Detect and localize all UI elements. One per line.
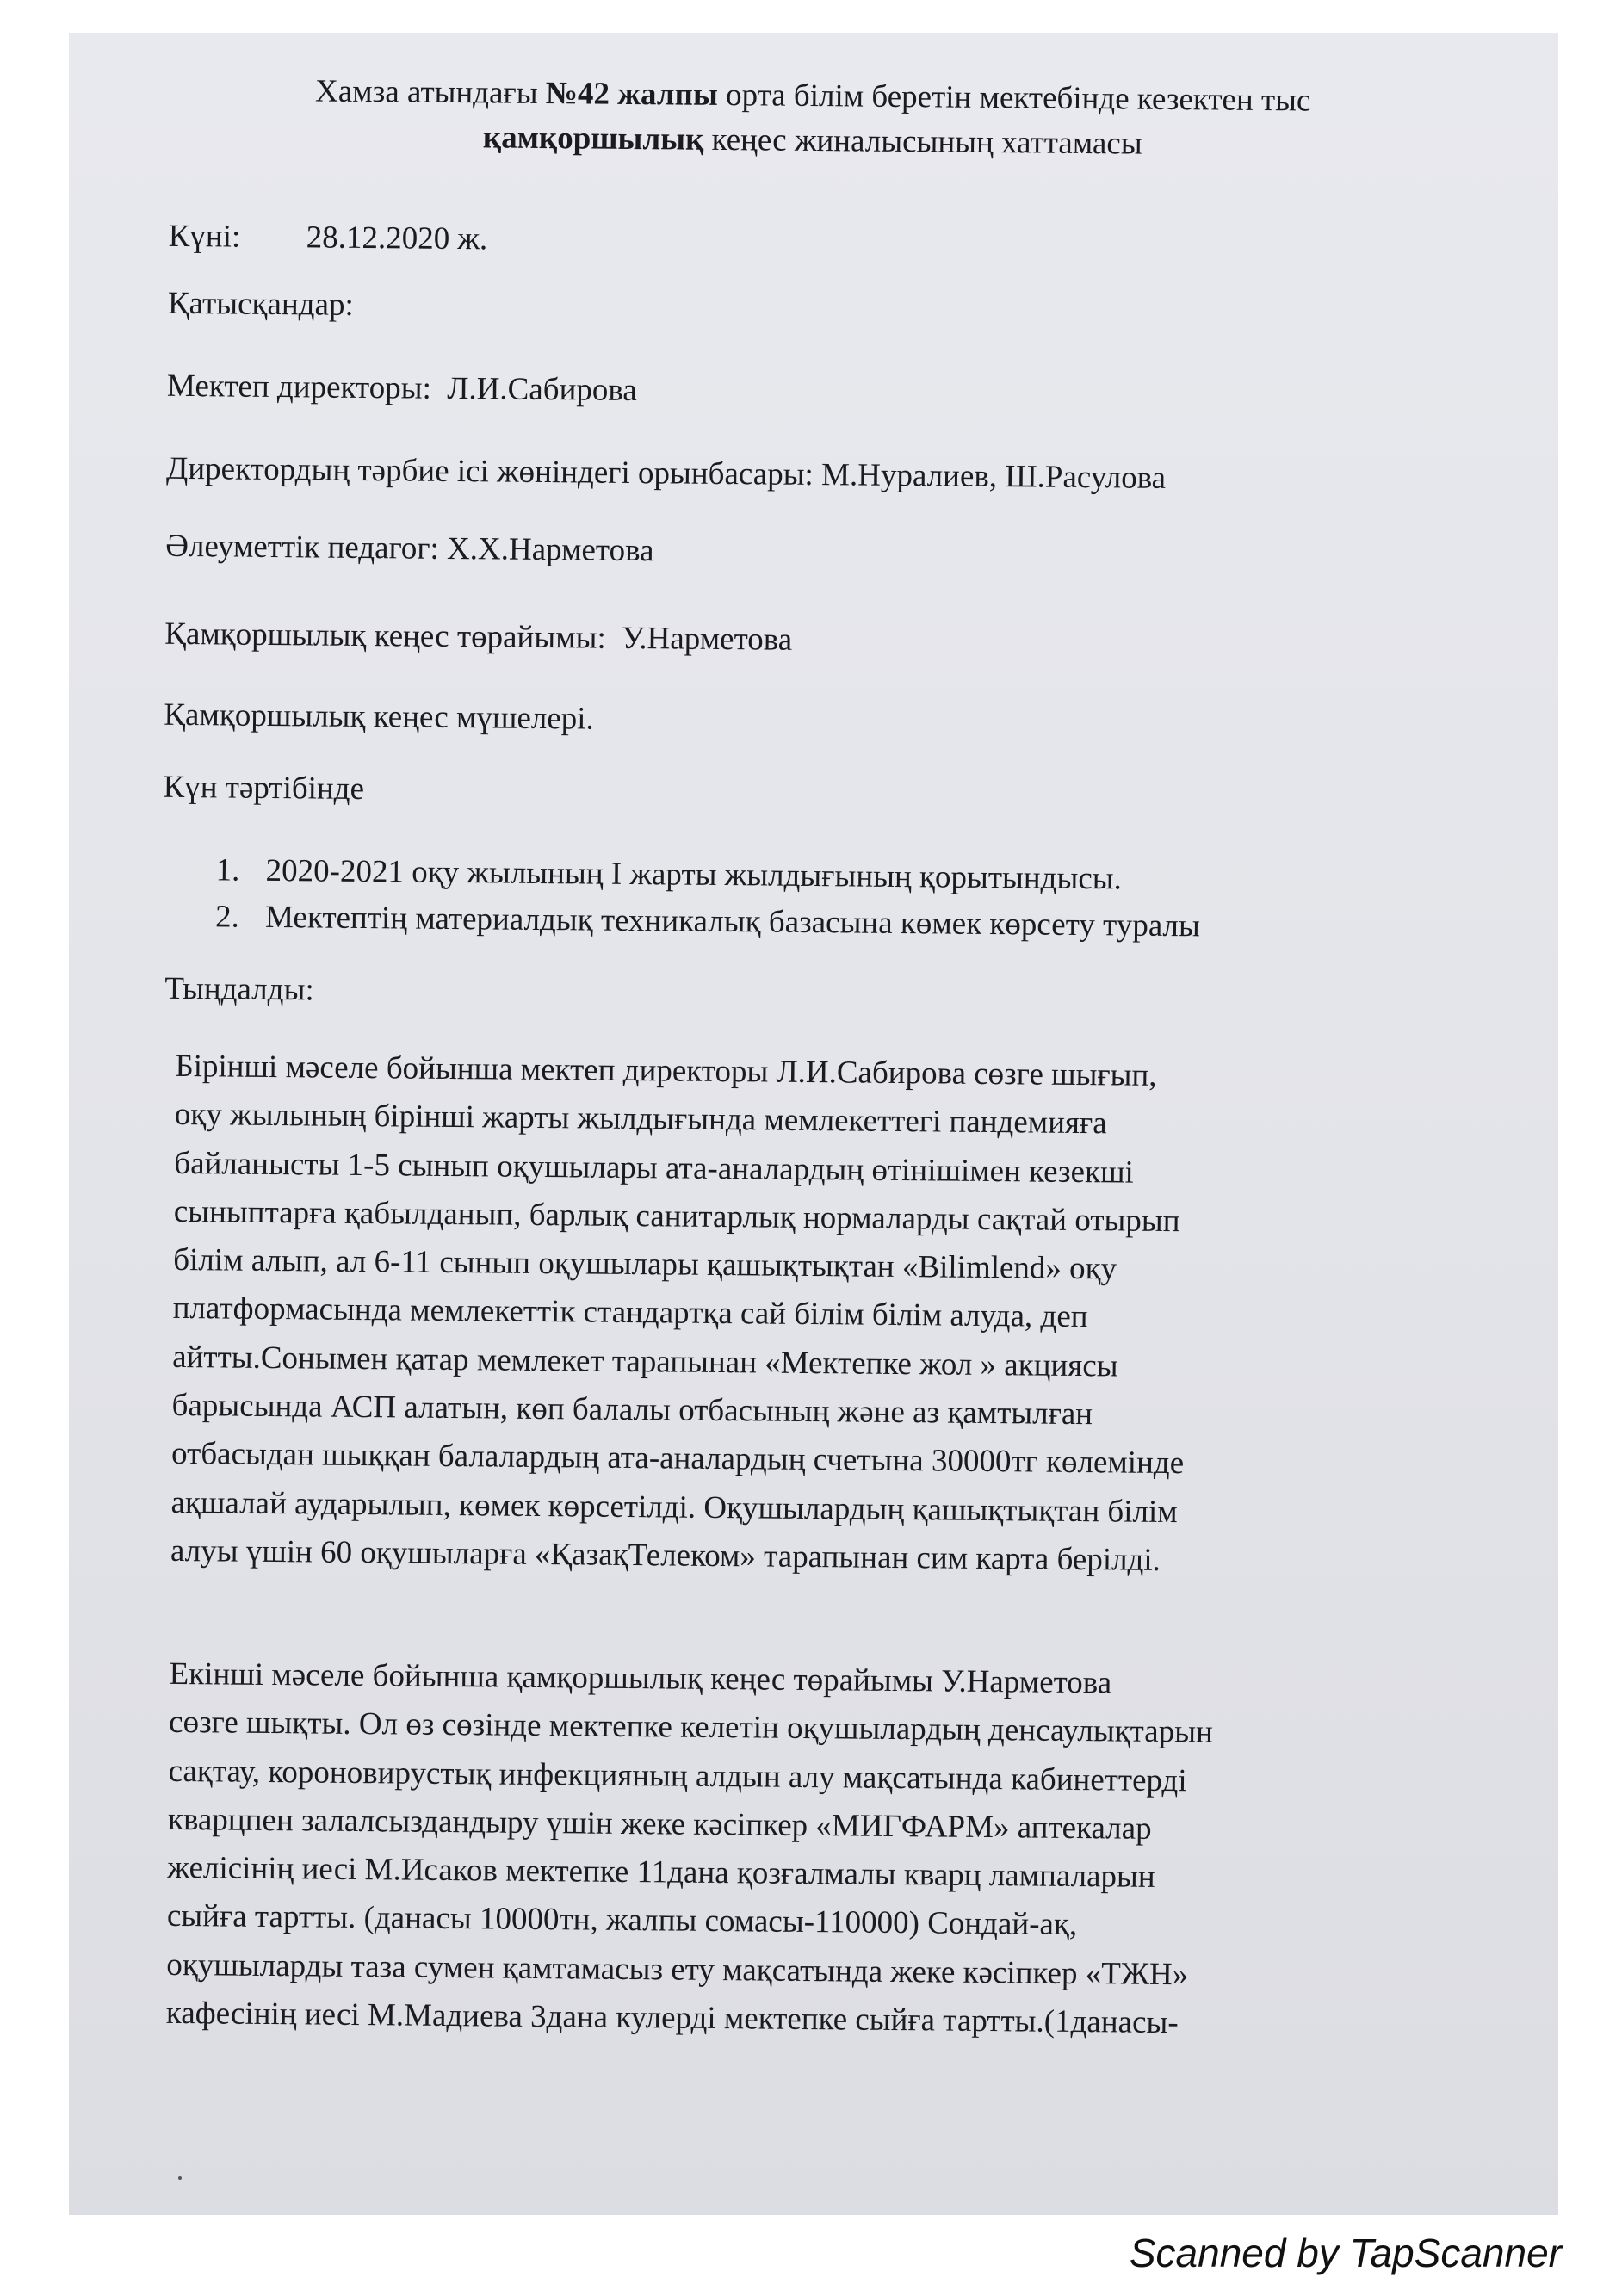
document-title-line-2: қамқоршылық кеңес жиналысының хаттамасы — [482, 120, 1142, 162]
paragraph-line: оқу жылының бірінші жарты жылдығында мемлекеттегі пандемияға — [174, 1097, 1107, 1142]
paragraph-line: платформасында мемлекеттік стандартқа сай білім білім алуда, деп — [172, 1290, 1088, 1335]
document-body — [69, 33, 1558, 2215]
paragraph-line: сөзге шықты. Ол өз сөзінде мектепке келетін оқушылардың денсаулықтарын — [168, 1705, 1214, 1750]
participants-label: Қатысқандар: — [167, 285, 354, 323]
paragraph-line: отбасыдан шыққан балалардың ата-аналардың счетына 30000тг көлемінде — [170, 1436, 1185, 1482]
date-value: 28.12.2020 ж. — [306, 220, 488, 257]
paragraph-line: Бірінші мәселе бойынша мектеп директоры Л.И.Сабирова сөзге шығып, — [175, 1048, 1157, 1093]
participant-director: Мектеп директоры: Л.И.Сабирова — [166, 368, 637, 409]
paragraph-line: оқушыларды таза сумен қамтамасыз ету мақсатында жеке кәсіпкер «ТЖН» — [166, 1946, 1189, 1993]
paragraph-line: байланысты 1-5 сынып оқушылары ата-аналардың өтінішімен кезекші — [174, 1145, 1135, 1191]
paragraph-line: сыйға тартты. (данасы 10000тн, жалпы сомасы-110000) Сондай-ақ, — [166, 1898, 1078, 1943]
paragraph-line: алуы үшін 60 оқушыларға «ҚазақТелеком» тарапынан сим карта берілді. — [170, 1532, 1161, 1578]
agenda-item-2: 2. Мектептің материалдық техникалық базасына көмек көрсету туралы — [214, 899, 1201, 944]
paragraph-line: желісінің иесі М.Исаков мектепке 11дана қозғалмалы кварц лампаларын — [167, 1850, 1155, 1896]
paragraph-line: ақшалай аударылып, көмек көрсетілді. Оқушылардың қашықтықтан білім — [170, 1484, 1178, 1530]
paragraph-line: кварцпен залалсыздандыру үшін жеке кәсіпкер «МИГФАРМ» аптекалар — [167, 1801, 1152, 1847]
paragraph-first-issue — [170, 1043, 1536, 1588]
agenda-item-1: 1. 2020-2021 оқу жылының І жарты жылдығының қорытындысы. — [215, 852, 1123, 897]
paragraph-line: білім алып, ал 6-11 сынып оқушылары қашықтықтан «Bilimlend» оқу — [173, 1242, 1117, 1287]
agenda-label: Күн тәртібінде — [163, 769, 365, 808]
paragraph-line: сақтау, короновирустық инфекцияның алдын алу мақсатында кабинеттерді — [168, 1753, 1187, 1798]
date-label: Күні: — [168, 218, 241, 255]
paragraph-line: Екінші мәселе бойынша қамқоршылық кеңес төрайымы У.Нарметова — [169, 1655, 1112, 1701]
participant-deputy: Директордың тәрбие ісі жөніндегі орынбасары: М.Нуралиев, Ш.Расулова — [165, 450, 1167, 496]
paragraph-line: барысында АСП алатын, көп балалы отбасының және аз қамтылған — [171, 1387, 1093, 1433]
participant-council-members: Қамқоршылық кеңес мүшелері. — [164, 696, 594, 737]
paragraph-line: кафесінің иесі М.Мадиева 3дана кулерді мектепке сыйға тартты.(1данасы- — [165, 1995, 1179, 2041]
document-title-line-1: Хамза атындағы №42 жалпы орта білім беретін мектебінде кезектен тыс — [314, 73, 1311, 119]
paragraph-second-issue — [166, 1650, 1530, 2052]
scan-speck — [178, 2176, 182, 2180]
paragraph-line: сыныптарға қабылданып, барлық санитарлық нормаларды сақтай отырып — [173, 1193, 1180, 1240]
heard-label: Тыңдалды: — [164, 970, 314, 1008]
participant-council-chair: Қамқоршылық кеңес төрайымы: У.Нарметова — [164, 616, 793, 658]
participant-social-teacher: Әлеуметтік педагог: Х.Х.Нарметова — [165, 528, 654, 569]
scanned-page — [69, 33, 1558, 2215]
scanner-watermark: Scanned by TapScanner — [1129, 2231, 1562, 2275]
paragraph-line: айтты.Сонымен қатар мемлекет тарапынан «Мектепке жол » акциясы — [172, 1339, 1118, 1384]
